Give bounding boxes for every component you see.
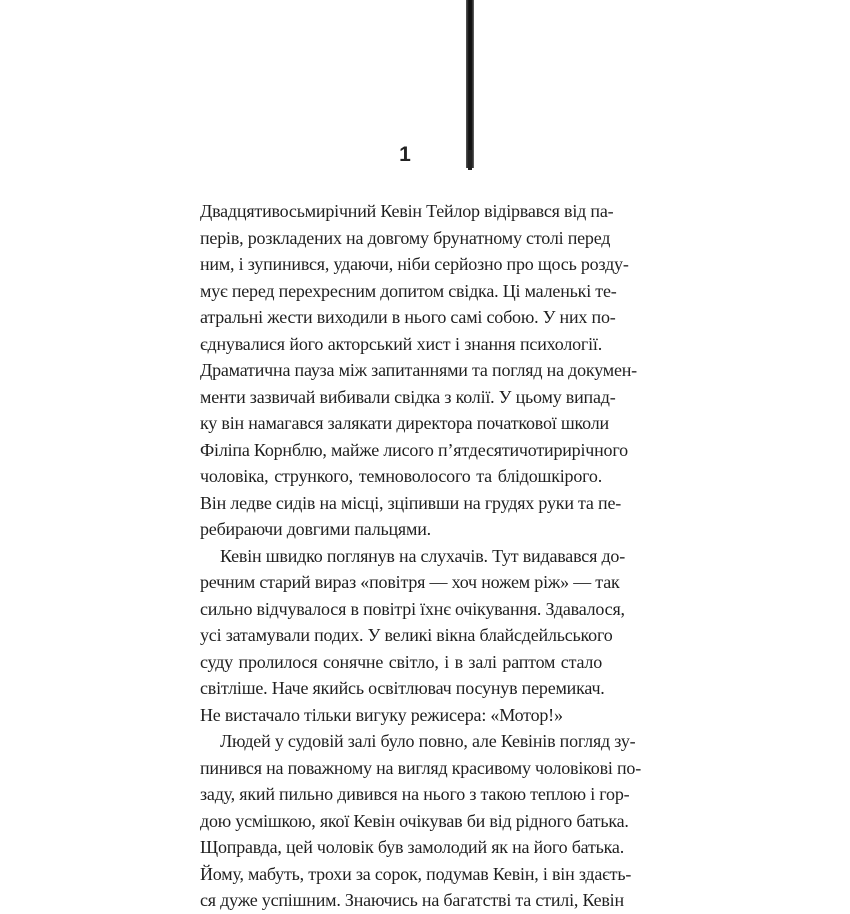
text-line: пинився на поважному на вигляд красивому чоловікові по-: [200, 757, 641, 778]
text-line: чоловіка, стрункого, темноволосого та блідошкірого.: [200, 466, 602, 486]
text-line: Кевін швидко поглянув на слухачів. Тут видавався до-: [220, 545, 626, 566]
text-line: усі затамували подих. У великі вікна блайсдейльського: [200, 625, 613, 645]
text-line: ку він намагався залякати директора початкової школи: [200, 413, 609, 433]
text-line: Він ледве сидів на місці, зціпивши на грудях руки та пе-: [200, 492, 622, 513]
text-line: менти зазвичай вибивали свідка з колії. У цьому випад-: [200, 386, 616, 407]
decorative-vertical-rule: [466, 0, 474, 168]
text-line: ся дуже успішним. Знаючись на багатстві та стилі, Кевін: [200, 890, 624, 910]
text-line: речним старий вираз «повітря — хоч ножем ріж» — так: [200, 572, 620, 592]
text-line: світліше. Наче якийсь освітлювач посунув перемикач.: [200, 678, 605, 698]
text-line: Людей у судовій залі було повно, але Кевінів погляд зу-: [220, 731, 636, 751]
chapter-body-text: [200, 198, 641, 914]
text-line: ним, і зупинився, удаючи, ніби серйозно про щось розду-: [200, 254, 629, 274]
text-line: сильно відчувалося в повітрі їхнє очікування. Здавалося,: [200, 598, 625, 619]
chapter-number: 1: [399, 143, 411, 166]
text-line: Філіпа Корнблю, майже лисого п’ятдесятичотирирічного: [200, 439, 628, 460]
text-line: мує перед перехресним допитом свідка. Ці маленькі те-: [200, 280, 617, 301]
text-line: ребираючи довгими пальцями.: [200, 519, 431, 539]
text-line: єднувалися його акторський хист і знання психології.: [200, 333, 602, 354]
text-line: перів, розкладених на довгому брунатному столі перед: [200, 227, 611, 248]
text-line: дою усмішкою, якої Кевін очікував би від рідного батька.: [200, 810, 629, 831]
text-line: заду, який пильно дивився на нього з такою теплою і гор-: [200, 784, 630, 804]
decorative-rule-tail: [468, 150, 472, 170]
text-line: Драматична пауза між запитаннями та погляд на докумен-: [200, 360, 637, 380]
text-line: Йому, мабуть, трохи за сорок, подумав Кевін, і він здаєть-: [200, 863, 632, 884]
text-line: атральні жести виходили в нього самі собою. У них по-: [200, 307, 616, 327]
text-line: Не вистачало тільки вигуку режисера: «Мотор!»: [200, 704, 563, 725]
text-line: Двадцятивосьмирічний Кевін Тейлор відірвався від па-: [200, 201, 614, 221]
text-line: суду пролилося сонячне світло, і в залі раптом стало: [200, 651, 602, 672]
text-line: Щоправда, цей чоловік був замолодий як на його батька.: [200, 837, 625, 857]
